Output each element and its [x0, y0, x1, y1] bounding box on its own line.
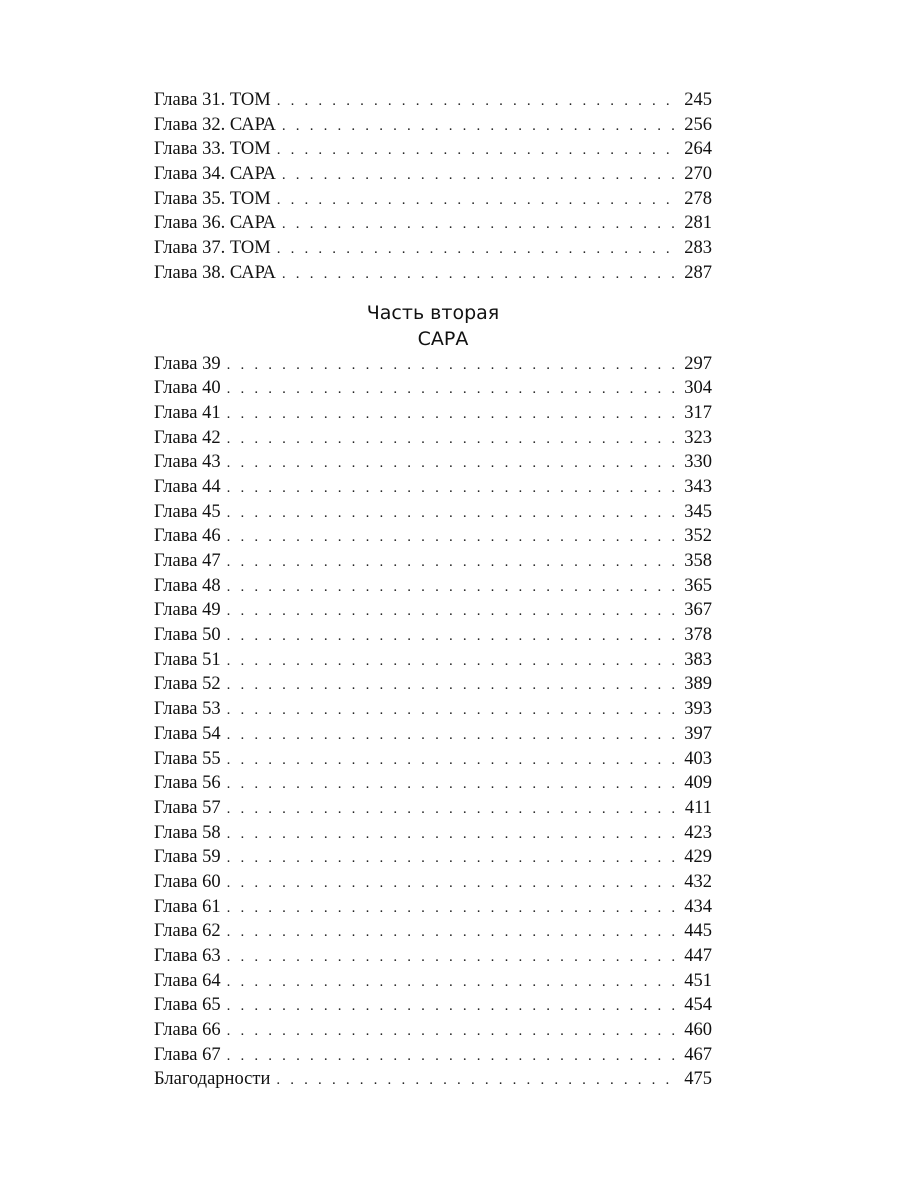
- toc-entry-page-number: 352: [684, 526, 712, 547]
- toc-entry: [154, 88, 712, 113]
- dot-leader: [227, 723, 681, 748]
- toc-entry-page-number: 323: [684, 427, 712, 448]
- toc-entry: [154, 450, 712, 475]
- toc-entry-label: Благодарности: [154, 1069, 271, 1090]
- toc-entry-page-number: 256: [684, 114, 712, 135]
- toc-entry: [154, 137, 712, 162]
- dot-leader: [227, 896, 681, 921]
- toc-entry: [154, 672, 712, 697]
- toc-entry-page-number: 317: [684, 402, 712, 423]
- toc-entry: [154, 969, 712, 994]
- toc-entry-page-number: 264: [684, 139, 712, 160]
- toc-entry: [154, 623, 712, 648]
- toc-entry-page-number: 467: [684, 1044, 712, 1065]
- toc-entry-page-number: 358: [684, 551, 712, 571]
- toc-entry-label: Глава 48: [154, 575, 221, 596]
- toc-entry-label: Глава 31. ТОМ: [154, 90, 271, 110]
- dot-leader: [227, 501, 681, 526]
- toc-entry-label: Глава 56: [154, 773, 221, 794]
- toc-entry-label: Глава 34. САРА: [154, 164, 276, 185]
- toc-entry-page-number: 434: [684, 896, 712, 917]
- toc-entry-label: Глава 45: [154, 501, 221, 522]
- toc-entry-label: Глава 63: [154, 946, 221, 966]
- toc-entry: [154, 697, 712, 722]
- dot-leader: [227, 575, 681, 600]
- toc-entry-page-number: 445: [684, 921, 712, 942]
- toc-entry-label: Глава 40: [154, 378, 221, 399]
- dot-leader: [282, 163, 680, 188]
- dot-leader: [227, 353, 681, 378]
- toc-entry-page-number: 345: [684, 501, 712, 522]
- toc-entry-page-number: 343: [684, 476, 712, 497]
- dot-leader: [282, 262, 680, 287]
- toc-entry: [154, 845, 712, 870]
- dot-leader: [227, 550, 681, 575]
- dot-leader: [227, 797, 681, 822]
- toc-entry-page-number: 409: [684, 773, 712, 794]
- dot-leader: [227, 970, 681, 995]
- toc-entry: [154, 648, 712, 673]
- dot-leader: [227, 698, 681, 723]
- dot-leader: [277, 237, 681, 262]
- dot-leader: [227, 476, 681, 501]
- toc-entry-page-number: 365: [684, 575, 712, 596]
- toc-entry: [154, 113, 712, 138]
- toc-entry: [154, 993, 712, 1018]
- toc-entry: [154, 524, 712, 549]
- toc-entry-page-number: 454: [684, 995, 712, 1016]
- table-of-contents: [154, 88, 712, 1092]
- toc-entry-page-number: 245: [684, 90, 712, 110]
- toc-entry-label: Глава 39: [154, 353, 221, 374]
- toc-entry-label: Глава 35. ТОМ: [154, 188, 271, 209]
- toc-entry-label: Глава 53: [154, 699, 221, 720]
- toc-entry-label: Глава 55: [154, 748, 221, 769]
- toc-entry-page-number: 383: [684, 649, 712, 670]
- dot-leader: [227, 846, 681, 871]
- part-title: Часть вторая: [366, 301, 500, 324]
- toc-entry: [154, 821, 712, 846]
- toc-entry-label: Глава 46: [154, 526, 221, 547]
- toc-entry-page-number: 378: [684, 625, 712, 646]
- toc-entry: [154, 376, 712, 401]
- toc-entry-label: Глава 33. ТОМ: [154, 139, 271, 160]
- toc-entry-page-number: 423: [684, 822, 712, 843]
- toc-entry-label: Глава 37. ТОМ: [154, 238, 271, 259]
- toc-entry-label: Глава 43: [154, 452, 221, 473]
- toc-entry-label: Глава 49: [154, 600, 221, 621]
- toc-entry: [154, 475, 712, 500]
- part-heading-block: [154, 300, 712, 352]
- dot-leader: [227, 1019, 681, 1044]
- toc-entry: [154, 236, 712, 261]
- toc-entry: [154, 352, 712, 377]
- toc-entry-page-number: 460: [684, 1020, 712, 1041]
- toc-entry: [154, 796, 712, 821]
- toc-entry: [154, 187, 712, 212]
- dot-leader: [227, 772, 681, 797]
- toc-entry-page-number: 283: [684, 238, 712, 259]
- toc-entry-label: Глава 57: [154, 797, 221, 818]
- toc-entry: [154, 944, 712, 969]
- toc-entry-page-number: 297: [684, 353, 712, 374]
- toc-entry-page-number: 278: [684, 188, 712, 209]
- toc-entry-label: Глава 66: [154, 1020, 221, 1041]
- dot-leader: [227, 402, 681, 427]
- toc-entry-page-number: 397: [684, 723, 712, 744]
- dot-leader: [227, 994, 681, 1019]
- dot-leader: [227, 624, 681, 649]
- toc-entry-page-number: 304: [684, 378, 712, 399]
- toc-entry-label: Глава 38. САРА: [154, 262, 276, 283]
- dot-leader: [227, 649, 681, 674]
- toc-entry: [154, 1067, 712, 1092]
- toc-entry-label: Глава 64: [154, 970, 221, 991]
- toc-entry: [154, 261, 712, 286]
- toc-entry-label: Глава 41: [154, 402, 221, 423]
- toc-entry-page-number: 270: [684, 164, 712, 185]
- dot-leader: [227, 748, 681, 773]
- toc-entry: [154, 401, 712, 426]
- dot-leader: [227, 945, 681, 970]
- toc-entry-label: Глава 47: [154, 551, 221, 571]
- toc-section-part-one: [154, 88, 712, 286]
- toc-entry-label: Глава 52: [154, 674, 221, 695]
- toc-entry-page-number: 447: [684, 946, 712, 966]
- toc-entry: [154, 162, 712, 187]
- toc-entry: [154, 500, 712, 525]
- toc-entry-label: Глава 44: [154, 476, 221, 497]
- dot-leader: [227, 427, 681, 452]
- dot-leader: [282, 114, 680, 139]
- toc-entry: [154, 722, 712, 747]
- dot-leader: [277, 138, 681, 163]
- dot-leader: [227, 673, 681, 698]
- toc-entry-label: Глава 54: [154, 723, 221, 744]
- toc-entry: [154, 574, 712, 599]
- toc-entry: [154, 895, 712, 920]
- dot-leader: [227, 599, 681, 624]
- toc-entry-page-number: 411: [684, 797, 712, 818]
- toc-entry-page-number: 367: [684, 600, 712, 621]
- dot-leader: [227, 377, 681, 402]
- dot-leader: [227, 822, 681, 847]
- toc-entry-page-number: 330: [684, 452, 712, 473]
- toc-entry-label: Глава 61: [154, 896, 221, 917]
- toc-entry-label: Глава 58: [154, 822, 221, 843]
- toc-entry-page-number: 389: [684, 674, 712, 695]
- toc-entry-page-number: 429: [684, 847, 712, 868]
- dot-leader: [227, 920, 681, 945]
- toc-entry-label: Глава 32. САРА: [154, 114, 276, 135]
- dot-leader: [227, 871, 681, 896]
- toc-entry-page-number: 281: [684, 213, 712, 234]
- toc-entry-label: Глава 59: [154, 847, 221, 868]
- toc-entry-page-number: 432: [684, 871, 712, 892]
- toc-entry-page-number: 287: [684, 262, 712, 283]
- toc-entry-page-number: 393: [684, 699, 712, 720]
- dot-leader: [277, 188, 681, 213]
- toc-entry: [154, 771, 712, 796]
- toc-entry-label: Глава 42: [154, 427, 221, 448]
- toc-entry: [154, 549, 712, 574]
- toc-entry: [154, 426, 712, 451]
- toc-entry-page-number: 475: [684, 1069, 712, 1090]
- toc-entry-label: Глава 65: [154, 995, 221, 1016]
- toc-entry-label: Глава 62: [154, 921, 221, 942]
- dot-leader: [277, 89, 681, 114]
- toc-entry: [154, 598, 712, 623]
- dot-leader: [276, 1068, 680, 1093]
- toc-entry-label: Глава 67: [154, 1044, 221, 1065]
- toc-entry: [154, 1043, 712, 1068]
- dot-leader: [227, 1044, 681, 1069]
- toc-entry-label: Глава 51: [154, 649, 221, 670]
- dot-leader: [227, 525, 681, 550]
- toc-entry: [154, 870, 712, 895]
- toc-entry: [154, 747, 712, 772]
- toc-entry-page-number: 403: [684, 748, 712, 769]
- toc-entry: [154, 211, 712, 236]
- toc-entry-label: Глава 36. САРА: [154, 213, 276, 234]
- toc-entry-label: Глава 60: [154, 871, 221, 892]
- toc-entry: [154, 1018, 712, 1043]
- dot-leader: [282, 212, 680, 237]
- toc-entry-page-number: 451: [684, 970, 712, 991]
- toc-entry-label: Глава 50: [154, 625, 221, 646]
- toc-section-part-two: [154, 352, 712, 1093]
- toc-entry: [154, 919, 712, 944]
- dot-leader: [227, 451, 681, 476]
- part-subtitle: САРА: [417, 327, 469, 350]
